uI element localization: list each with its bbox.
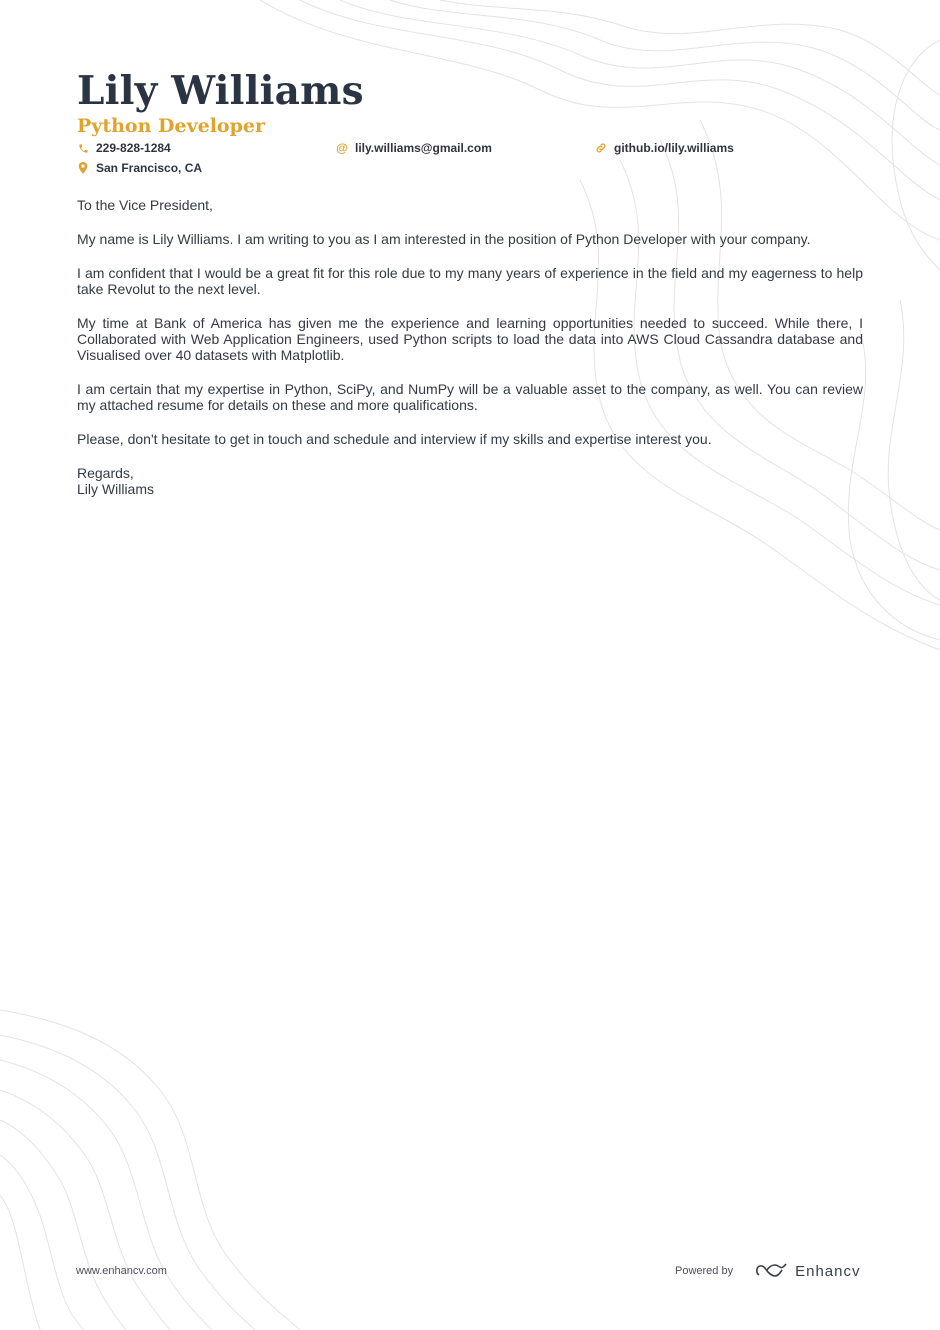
- brand-logo[interactable]: [755, 1262, 860, 1280]
- contact-email[interactable]: [336, 140, 492, 156]
- header: [77, 68, 863, 184]
- link-text: github.io/lily.williams: [614, 141, 734, 155]
- contact-info: [77, 140, 863, 184]
- paragraph: My time at Bank of America has given me the experience and learning opportunities needed to succeed. While there, I Collaborated with Web Application Engineers, used Python scripts to load the data into AWS Cloud Cassandra database and Visualised over 40 datasets with Matplotlib.: [77, 315, 863, 363]
- applicant-name: Lily Williams: [77, 68, 364, 114]
- greeting: To the Vice President,: [77, 197, 213, 213]
- paragraph: I am confident that I would be a great fit for this role due to my many years of experience in the field and my eagerness to help take Revolut to the next level.: [77, 265, 863, 297]
- powered-by-label: Powered by: [675, 1265, 734, 1277]
- contact-link[interactable]: [595, 140, 734, 156]
- paragraph: I am certain that my expertise in Python, SciPy, and NumPy will be a valuable asset to the company, as well. You can review my attached resume for details on these and more qualifications.: [77, 381, 863, 413]
- footer-branding: [675, 1262, 860, 1280]
- signature-block: [77, 465, 863, 497]
- contact-phone[interactable]: [77, 140, 171, 156]
- email-text: lily.williams@gmail.com: [355, 141, 492, 155]
- location-pin-icon: [77, 162, 89, 174]
- link-icon: [595, 142, 607, 154]
- footer-website[interactable]: www.enhancv.com: [76, 1265, 167, 1277]
- closing: Regards,: [77, 465, 134, 481]
- paragraph: My name is Lily Williams. I am writing to you as I am interested in the position of Python Developer with your company.: [77, 231, 811, 247]
- brand-name: Enhancv: [795, 1262, 861, 1280]
- letter-body: [77, 197, 863, 497]
- location-text: San Francisco, CA: [96, 161, 203, 175]
- contact-location: [77, 160, 202, 176]
- paragraph: Please, don't hesitate to get in touch and schedule and interview if my skills and expertise interest you.: [77, 431, 712, 447]
- at-icon: @: [336, 141, 348, 155]
- enhancv-logo-icon: [755, 1262, 787, 1280]
- job-title: Python Developer: [77, 115, 265, 137]
- phone-icon: [77, 142, 89, 154]
- signature: Lily Williams: [77, 481, 154, 497]
- phone-text: 229-828-1284: [96, 141, 171, 155]
